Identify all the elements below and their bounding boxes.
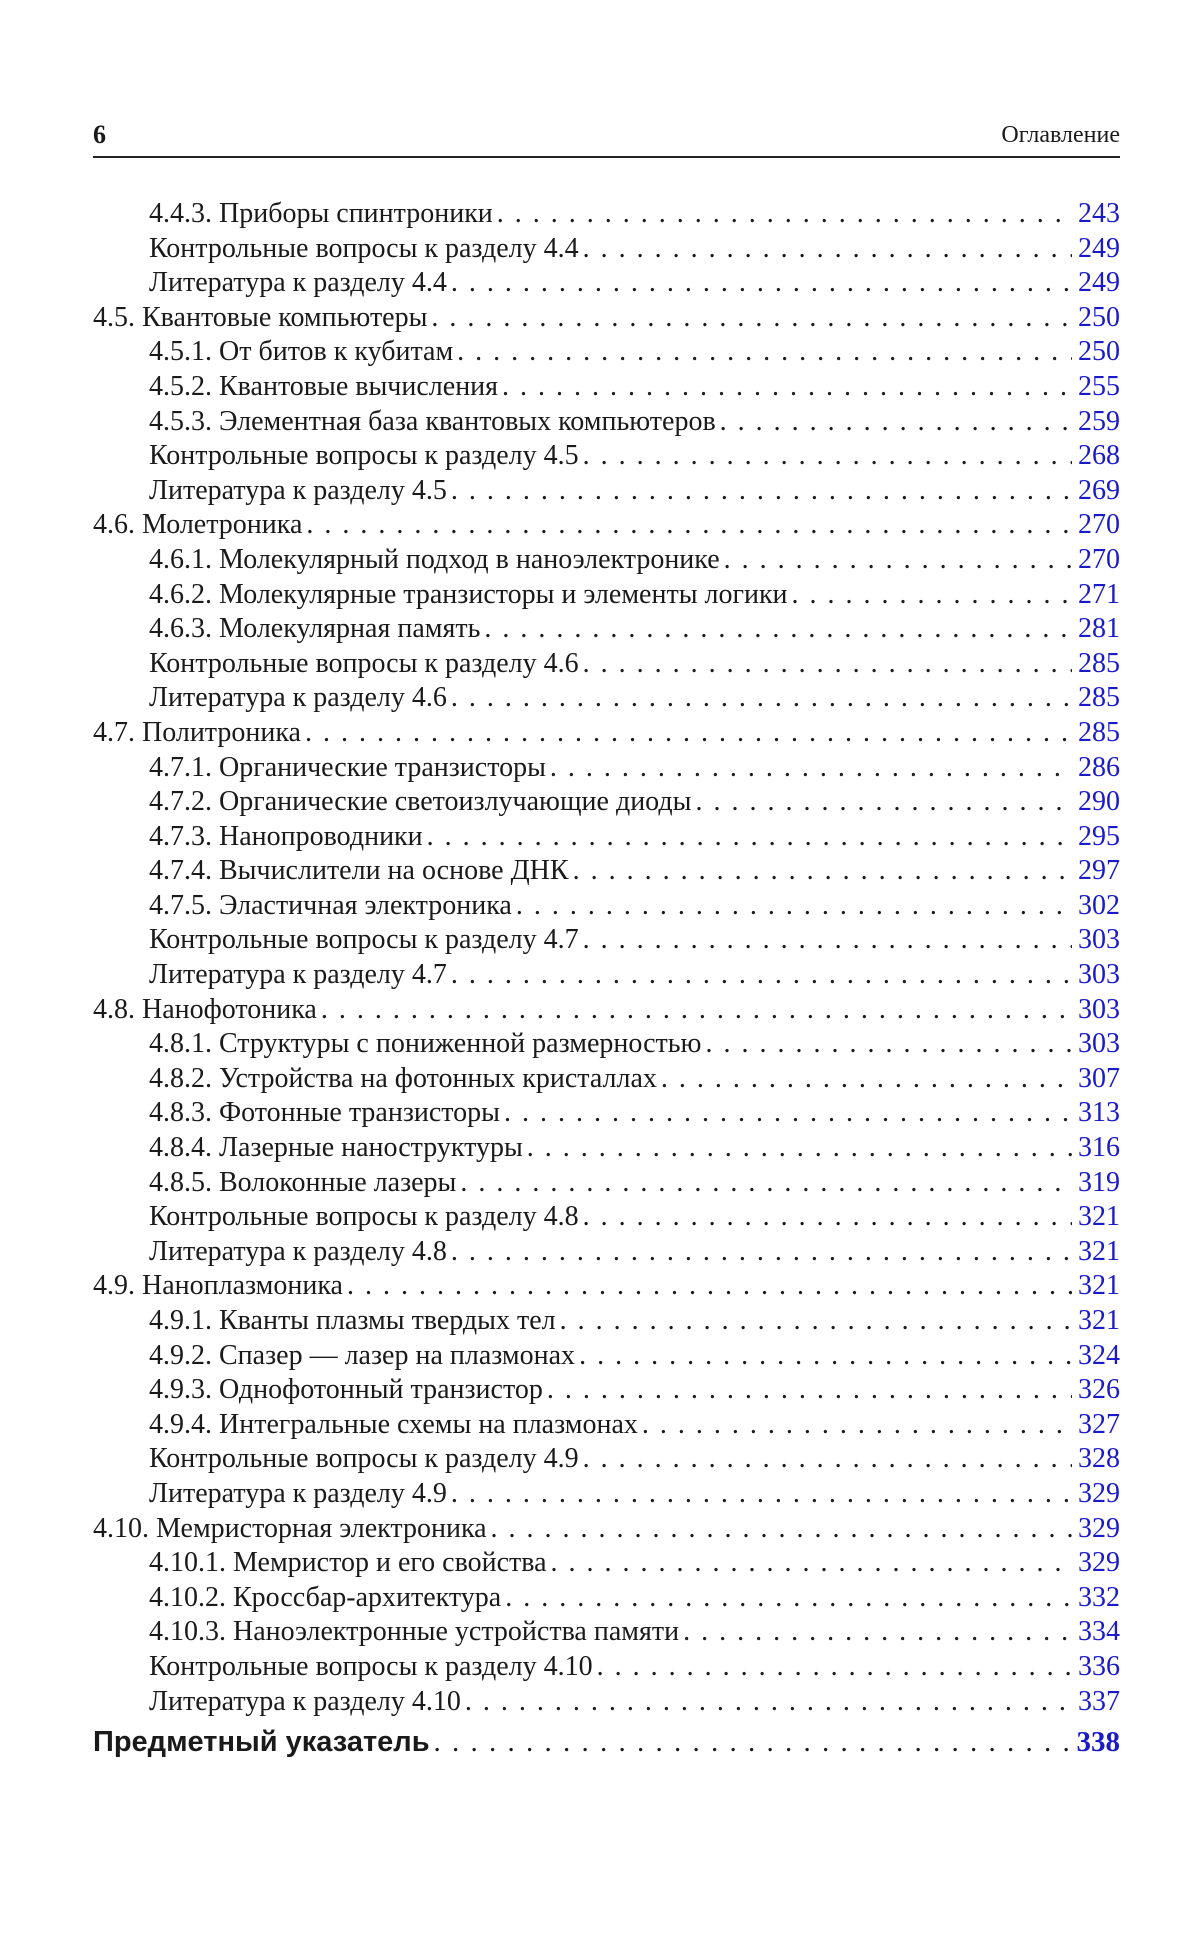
toc-entry[interactable] bbox=[93, 1305, 1120, 1340]
toc-entry-title: 4.9.1. Кванты плазмы твердых тел bbox=[149, 1305, 556, 1336]
toc-entry-page-link[interactable]: 321 bbox=[1078, 1305, 1120, 1336]
toc-entry[interactable] bbox=[93, 994, 1120, 1029]
toc-entry-page-link[interactable]: 249 bbox=[1078, 267, 1120, 299]
dot-leader bbox=[484, 613, 1072, 645]
toc-entry-page-link[interactable]: 249 bbox=[1078, 232, 1120, 264]
dot-leader bbox=[451, 475, 1072, 507]
toc-entry-page-link[interactable]: 250 bbox=[1078, 336, 1120, 368]
toc-entry-title: Литература к разделу 4.8 bbox=[149, 1235, 447, 1267]
toc-entry-page-link[interactable]: 336 bbox=[1078, 1650, 1120, 1682]
toc-entry[interactable] bbox=[93, 1443, 1120, 1478]
toc-entry[interactable] bbox=[93, 579, 1120, 614]
toc-entry-title: 4.10.1. Мемристор и его свойства bbox=[149, 1547, 547, 1579]
toc-entry[interactable] bbox=[93, 198, 1120, 233]
toc-entry-title: 4.6.3. Молекулярная память bbox=[149, 613, 481, 645]
toc-entry[interactable] bbox=[93, 1236, 1120, 1271]
toc-entry-title: Контрольные вопросы к разделу 4.4 bbox=[149, 232, 579, 264]
toc-entry-title: 4.5.3. Элементная база квантовых компьютеров bbox=[149, 405, 716, 437]
toc-entry-page-link[interactable]: 303 bbox=[1078, 993, 1120, 1025]
page-number: 6 bbox=[93, 120, 106, 149]
toc-entry[interactable] bbox=[93, 1028, 1120, 1063]
dot-leader bbox=[583, 1201, 1072, 1233]
toc-entry-title: Контрольные вопросы к разделу 4.6 bbox=[149, 647, 579, 679]
toc-entry[interactable] bbox=[93, 648, 1120, 683]
toc-entry-title: 4.9. Наноплазмоника bbox=[93, 1270, 343, 1302]
toc-entry-title: Контрольные вопросы к разделу 4.7 bbox=[149, 924, 579, 956]
toc-entry-title: 4.8. Нанофотоника bbox=[93, 993, 317, 1025]
dot-leader bbox=[504, 1097, 1072, 1129]
dot-leader bbox=[451, 1236, 1072, 1268]
toc-entry-page-link[interactable]: 303 bbox=[1078, 1028, 1120, 1060]
toc-entry-page-link[interactable]: 271 bbox=[1078, 578, 1120, 610]
toc-entry-page-link[interactable]: 334 bbox=[1078, 1616, 1120, 1648]
toc-entry-page-link[interactable]: 255 bbox=[1078, 370, 1120, 402]
toc-entry-page-link[interactable]: 329 bbox=[1078, 1477, 1120, 1509]
toc-entry-page-link[interactable]: 281 bbox=[1078, 613, 1120, 645]
toc-entry-title: 4.8.5. Волоконные лазеры bbox=[149, 1166, 457, 1198]
toc-entry-title: Литература к разделу 4.4 bbox=[149, 267, 447, 299]
toc-entry-title: 4.9.3. Однофотонный транзистор bbox=[149, 1374, 543, 1406]
toc-entry-title: Литература к разделу 4.9 bbox=[149, 1477, 447, 1509]
toc-entry-title: Литература к разделу 4.6 bbox=[149, 682, 447, 714]
toc-entry-title: 4.8.2. Устройства на фотонных кристаллах bbox=[149, 1062, 657, 1094]
toc-entry-title: 4.6.2. Молекулярные транзисторы и элементы логики bbox=[149, 578, 788, 610]
dot-leader bbox=[583, 648, 1072, 680]
dot-leader bbox=[465, 1686, 1072, 1718]
dot-leader bbox=[460, 1167, 1072, 1199]
toc-entry[interactable] bbox=[93, 336, 1120, 371]
toc-entry-title: Контрольные вопросы к разделу 4.10 bbox=[149, 1650, 593, 1682]
toc-entry-page-link[interactable]: 337 bbox=[1078, 1685, 1120, 1717]
toc-entry[interactable] bbox=[93, 509, 1120, 544]
toc-entry[interactable] bbox=[93, 233, 1120, 268]
toc-entry[interactable] bbox=[93, 1132, 1120, 1167]
toc-entry-title: Литература к разделу 4.7 bbox=[149, 959, 447, 991]
toc-entry[interactable] bbox=[93, 613, 1120, 648]
table-of-contents bbox=[93, 198, 1120, 1759]
toc-entry[interactable] bbox=[93, 821, 1120, 856]
toc-entry-page-link[interactable]: 321 bbox=[1078, 1201, 1120, 1233]
dot-leader bbox=[551, 1547, 1072, 1579]
toc-entry[interactable] bbox=[93, 717, 1120, 752]
toc-entry-page-link[interactable]: 302 bbox=[1078, 889, 1120, 921]
dot-leader bbox=[547, 1374, 1072, 1406]
toc-entry-title: 4.8.1. Структуры с пониженной размерностью bbox=[149, 1028, 702, 1060]
toc-entry-title: 4.5.1. От битов к кубитам bbox=[149, 336, 454, 368]
dot-leader bbox=[583, 924, 1072, 956]
toc-entry-title: 4.8.4. Лазерные наноструктуры bbox=[149, 1132, 523, 1164]
toc-entry[interactable] bbox=[93, 1616, 1120, 1651]
toc-entry-page-link[interactable]: 297 bbox=[1078, 855, 1120, 887]
toc-entry-page-link[interactable]: 270 bbox=[1078, 543, 1120, 575]
toc-entry[interactable] bbox=[93, 1651, 1120, 1686]
toc-entry-page-link[interactable]: 319 bbox=[1078, 1166, 1120, 1198]
toc-entry-title: Контрольные вопросы к разделу 4.5 bbox=[149, 440, 579, 472]
toc-entry[interactable] bbox=[93, 267, 1120, 302]
toc-entry-title: 4.8.3. Фотонные транзисторы bbox=[149, 1097, 500, 1129]
dot-leader bbox=[305, 717, 1072, 749]
dot-leader bbox=[579, 1340, 1072, 1372]
toc-entry-title: 4.9.4. Интегральные схемы на плазмонах bbox=[149, 1408, 638, 1440]
dot-leader bbox=[683, 1616, 1072, 1648]
dot-leader bbox=[695, 786, 1072, 818]
dot-leader bbox=[527, 1132, 1072, 1164]
dot-leader bbox=[705, 1028, 1072, 1060]
toc-entry[interactable] bbox=[93, 1063, 1120, 1098]
toc-entry-title: 4.7.3. Нанопроводники bbox=[149, 820, 423, 852]
toc-entry-title: 4.4.3. Приборы спинтроники bbox=[149, 198, 493, 229]
toc-entry[interactable] bbox=[93, 855, 1120, 890]
toc-entry[interactable] bbox=[93, 440, 1120, 475]
toc-entry[interactable] bbox=[93, 890, 1120, 925]
toc-entry-title: Контрольные вопросы к разделу 4.8 bbox=[149, 1201, 579, 1233]
toc-entry-title: 4.7.1. Органические транзисторы bbox=[149, 751, 546, 783]
toc-entry-title: 4.6. Молетроника bbox=[93, 509, 303, 541]
toc-entry-title: 4.9.2. Спазер — лазер на плазмонах bbox=[149, 1339, 576, 1371]
dot-leader bbox=[451, 1478, 1072, 1510]
toc-entry[interactable] bbox=[93, 544, 1120, 579]
dot-leader bbox=[427, 821, 1072, 853]
dot-leader bbox=[431, 302, 1072, 334]
dot-leader bbox=[321, 994, 1072, 1026]
running-header bbox=[93, 120, 1120, 158]
toc-entry-page-link[interactable]: 332 bbox=[1078, 1581, 1120, 1613]
toc-entry-title: 4.10. Мемристорная электроника bbox=[93, 1512, 487, 1544]
toc-entry[interactable] bbox=[93, 302, 1120, 337]
dot-leader bbox=[502, 371, 1072, 403]
toc-entry-page-link[interactable]: 243 bbox=[1078, 198, 1120, 229]
dot-leader bbox=[516, 890, 1072, 922]
toc-entry[interactable] bbox=[93, 1582, 1120, 1617]
toc-entry-page-link[interactable]: 324 bbox=[1078, 1339, 1120, 1371]
toc-entry[interactable] bbox=[93, 1513, 1120, 1548]
toc-entry-page-link[interactable]: 313 bbox=[1078, 1097, 1120, 1129]
toc-entry-page-link[interactable]: 328 bbox=[1078, 1443, 1120, 1475]
toc-entry[interactable] bbox=[93, 371, 1120, 406]
dot-leader bbox=[583, 1443, 1072, 1475]
toc-entry-page-link[interactable]: 285 bbox=[1078, 716, 1120, 748]
toc-entry-title: 4.5. Квантовые компьютеры bbox=[93, 301, 428, 333]
toc-entry-page-link[interactable]: 268 bbox=[1078, 440, 1120, 472]
toc-entry-page-link[interactable]: 327 bbox=[1078, 1408, 1120, 1440]
dot-leader bbox=[573, 855, 1072, 887]
toc-entry-page-link[interactable]: 329 bbox=[1078, 1512, 1120, 1544]
toc-entry-page-link[interactable]: 286 bbox=[1078, 751, 1120, 783]
toc-entry[interactable] bbox=[93, 786, 1120, 821]
dot-leader bbox=[583, 233, 1072, 265]
toc-entry[interactable] bbox=[93, 1374, 1120, 1409]
toc-entry-page-link[interactable]: 321 bbox=[1078, 1270, 1120, 1302]
dot-leader bbox=[347, 1270, 1072, 1302]
dot-leader bbox=[560, 1305, 1072, 1337]
toc-entry-page-link[interactable]: 316 bbox=[1078, 1132, 1120, 1164]
toc-entry-page-link[interactable]: 321 bbox=[1078, 1235, 1120, 1267]
toc-entry-page-link[interactable]: 285 bbox=[1078, 647, 1120, 679]
toc-entry[interactable] bbox=[93, 1201, 1120, 1236]
toc-entry[interactable] bbox=[93, 1097, 1120, 1132]
toc-entry-page-link[interactable]: 259 bbox=[1078, 405, 1120, 437]
toc-entry-page-link[interactable]: 250 bbox=[1078, 301, 1120, 333]
dot-leader bbox=[457, 336, 1072, 368]
toc-entry[interactable] bbox=[93, 1686, 1120, 1721]
dot-leader bbox=[720, 406, 1072, 438]
toc-entry-title: 4.7.2. Органические светоизлучающие диоды bbox=[149, 786, 692, 818]
toc-entry-index[interactable] bbox=[93, 1726, 1120, 1759]
dot-leader bbox=[451, 959, 1072, 991]
toc-entry-title: 4.5.2. Квантовые вычисления bbox=[149, 370, 499, 402]
toc-entry[interactable] bbox=[93, 1340, 1120, 1375]
toc-entry[interactable] bbox=[93, 1270, 1120, 1305]
toc-entry-page-link[interactable]: 303 bbox=[1078, 924, 1120, 956]
section-title: Оглавление bbox=[1001, 122, 1120, 148]
toc-entry-page-link[interactable]: 303 bbox=[1078, 959, 1120, 991]
toc-entry[interactable] bbox=[93, 406, 1120, 441]
toc-entry[interactable] bbox=[93, 1167, 1120, 1202]
toc-entry-title: 4.10.2. Кроссбар-архитектура bbox=[149, 1581, 502, 1613]
toc-entry[interactable] bbox=[93, 752, 1120, 787]
dot-leader bbox=[724, 544, 1072, 576]
dot-leader bbox=[491, 1513, 1072, 1545]
dot-leader bbox=[642, 1409, 1072, 1441]
toc-entry-page-link[interactable]: 285 bbox=[1078, 682, 1120, 714]
toc-entry-title: 4.7.4. Вычислители на основе ДНК bbox=[149, 855, 569, 887]
toc-entry-page-link[interactable]: 326 bbox=[1078, 1374, 1120, 1406]
toc-entry-page-link[interactable]: 295 bbox=[1078, 820, 1120, 852]
dot-leader bbox=[497, 198, 1072, 230]
dot-leader bbox=[661, 1063, 1072, 1095]
toc-entry[interactable] bbox=[93, 1547, 1120, 1582]
dot-leader bbox=[306, 509, 1072, 541]
toc-entry-page-link[interactable]: 329 bbox=[1078, 1547, 1120, 1579]
dot-leader bbox=[792, 579, 1072, 611]
dot-leader bbox=[451, 267, 1072, 299]
dot-leader bbox=[550, 752, 1072, 784]
dot-leader bbox=[451, 682, 1072, 714]
toc-entry-page-link[interactable]: 290 bbox=[1078, 786, 1120, 818]
toc-entry[interactable] bbox=[93, 1409, 1120, 1444]
toc-entry[interactable] bbox=[93, 475, 1120, 510]
toc-entry-page-link[interactable]: 307 bbox=[1078, 1062, 1120, 1094]
dot-leader bbox=[505, 1582, 1072, 1614]
toc-entry[interactable] bbox=[93, 1478, 1120, 1513]
dot-leader bbox=[434, 1726, 1071, 1759]
toc-entry[interactable] bbox=[93, 924, 1120, 959]
toc-entry-title: 4.7.5. Эластичная электроника bbox=[149, 889, 512, 921]
toc-entry-title: Литература к разделу 4.10 bbox=[149, 1685, 461, 1717]
dot-leader bbox=[597, 1651, 1072, 1683]
toc-entry-title: Контрольные вопросы к разделу 4.9 bbox=[149, 1443, 579, 1475]
toc-entry-title: Литература к разделу 4.5 bbox=[149, 474, 447, 506]
dot-leader bbox=[583, 440, 1072, 472]
toc-entry-title: 4.6.1. Молекулярный подход в наноэлектронике bbox=[149, 543, 720, 575]
toc-entry-page-link[interactable]: 270 bbox=[1078, 509, 1120, 541]
toc-entry[interactable] bbox=[93, 682, 1120, 717]
toc-entry-title: 4.10.3. Наноэлектронные устройства памяти bbox=[149, 1616, 680, 1648]
toc-entry-page-link[interactable]: 269 bbox=[1078, 474, 1120, 506]
toc-entry-title: 4.7. Политроника bbox=[93, 716, 301, 748]
index-page-link[interactable]: 338 bbox=[1076, 1726, 1120, 1759]
index-title: Предметный указатель bbox=[93, 1726, 430, 1759]
toc-entry[interactable] bbox=[93, 959, 1120, 994]
